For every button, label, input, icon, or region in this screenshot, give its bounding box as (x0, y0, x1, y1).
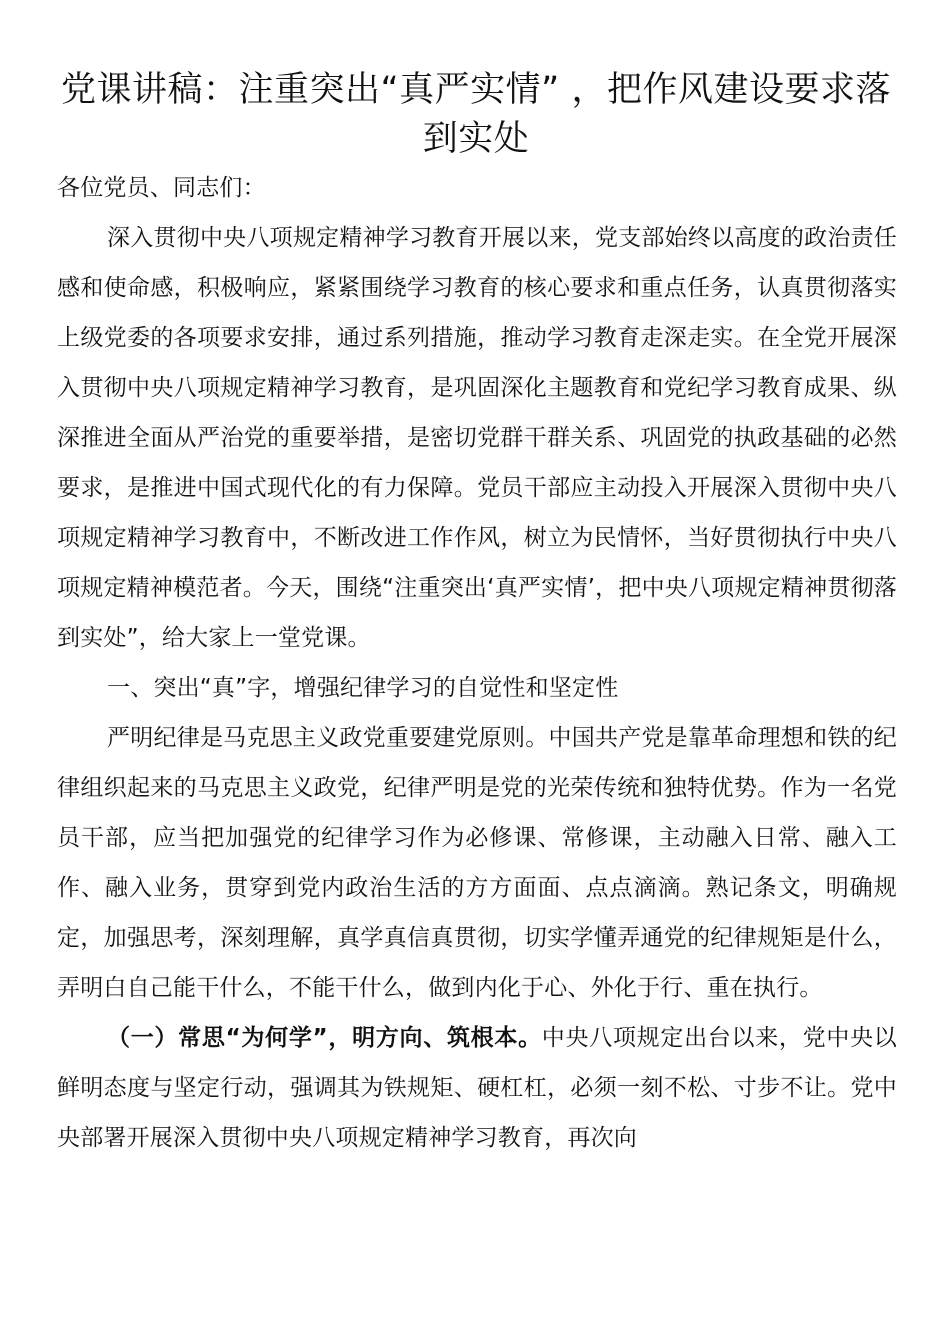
salutation: 各位党员、同志们： (57, 175, 266, 201)
paragraph-subsection-one (57, 1013, 897, 1163)
section-heading-one: 一、突出“真”字，增强纪律学习的自觉性和坚定性 (107, 675, 619, 701)
document-body (57, 163, 897, 1163)
subsection-text: 中央八项规定出台以来，党中央以鲜明态度与坚定行动，强调其为铁规矩、硬杠杠，必须一刻不松、寸步不让。党中央部署开展深入贯彻中央八项规定精神学习教育，再次向 (57, 1025, 897, 1151)
paragraph-intro: 深入贯彻中央八项规定精神学习教育开展以来，党支部始终以高度的政治责任感和使命感，积极响应，紧紧围绕学习教育的核心要求和重点任务，认真贯彻落实上级党委的各项要求安排，通过系列措施，推动学习教育走深走实。在全党开展深入贯彻中央八项规定精神学习教育，是巩固深化主题教育和党纪学习教育成果、纵深推进全面从严治党的重要举措，是密切党群干群关系、巩固党的执政基础的必然要求，是推进中国式现代化的有力保障。党员干部应主动投入开展深入贯彻中央八项规定精神学习教育中，不断改进工作作风，树立为民情怀，当好贯彻执行中央八项规定精神模范者。今天，围绕“注重突出‘真严实情’，把中央八项规定精神贯彻落到实处”，给大家上一堂党课。 (57, 225, 897, 651)
paragraph-discipline: 严明纪律是马克思主义政党重要建党原则。中国共产党是靠革命理想和铁的纪律组织起来的马克思主义政党，纪律严明是党的光荣传统和独特优势。作为一名党员干部，应当把加强党的纪律学习作为必修课、常修课，主动融入日常、融入工作、融入业务，贯穿到党内政治生活的方方面面、点点滴滴。熟记条文，明确规定，加强思考，深刻理解，真学真信真贯彻，切实学懂弄通党的纪律规矩是什么，弄明白自己能干什么，不能干什么，做到内化于心、外化于行、重在执行。 (57, 725, 897, 1001)
document-title: 党课讲稿：注重突出“真严实情” ，把作风建设要求落到实处 (61, 70, 891, 159)
subsection-bold-lead: （一）常思“为何学”，明方向、筑根本。 (107, 1025, 542, 1051)
